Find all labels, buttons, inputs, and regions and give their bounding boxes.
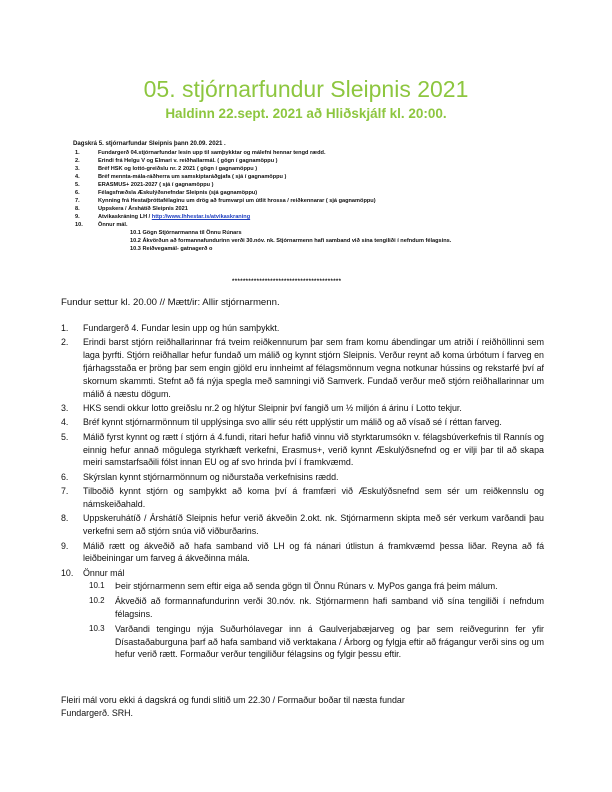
agenda-item	[73, 149, 419, 157]
agenda-list	[73, 149, 452, 253]
agenda-item	[73, 165, 419, 173]
minutes-subitem	[83, 623, 544, 661]
minutes-item-text: HKS sendi okkur lotto greiðslu nr.2 og hlýtur Sleipnir því fangið um ½ miljón á árinu í Lotto tekjur.	[83, 402, 462, 413]
minutes-subitem-text: Þeir stjórnarmenn sem eftir eiga að senda gögn til Önnu Rúnars v. MyPos ganga frá þeim málum.	[115, 581, 498, 592]
agenda-item-number: 8.	[75, 206, 80, 212]
agenda-subitem: 10.3 Reiðvegamál- gatnagerð o	[130, 246, 213, 252]
agenda-item-text: Atvikaskráning LH /	[98, 214, 152, 220]
agenda-heading: Dagskrá 5. stjórnarfundar Sleipnis þann 20.09. 2021 .	[73, 140, 226, 147]
minutes-subitem-number: 10.2	[89, 596, 105, 606]
agenda-item	[73, 205, 419, 213]
signature-line: Fundargerð. SRH.	[61, 707, 134, 718]
minutes-subitem-number: 10.3	[89, 623, 105, 633]
agenda-item	[73, 181, 419, 189]
minutes-item	[61, 322, 544, 335]
minutes-subitem	[83, 580, 544, 593]
minutes-item	[61, 431, 544, 469]
minutes-subitem-number: 10.1	[89, 581, 105, 591]
minutes-item	[61, 540, 544, 566]
minutes-item	[61, 416, 544, 429]
minutes-item-text: Skýrslan kynnt stjórnarmönnum og niðurstaða verkefnisins rædd.	[83, 471, 339, 482]
minutes-item	[61, 512, 544, 538]
minutes-item-text: Tilboðið kynnt stjórn og samþykkt að koma því á framfæri við Æskulýðsnefnd sem sér um reiðkennslu og námskeiðahald.	[83, 486, 544, 509]
agenda-item-number: 5.	[75, 182, 80, 188]
minutes-item-number: 8.	[61, 513, 69, 524]
minutes-item-number: 3.	[61, 402, 69, 413]
minutes-item	[61, 485, 544, 511]
agenda-item-text: Kynning frá Hestaíþróttafélaginu um drög að frumvarpi um útlit hrossa / reiðkennarar ( sjá gagnamöppu)	[98, 198, 376, 204]
agenda-item-number: 7.	[75, 198, 80, 204]
agenda-item	[73, 213, 419, 221]
agenda-item-number: 10.	[75, 222, 83, 228]
minutes-subitem	[83, 595, 544, 621]
minutes-item-text: Fundargerð 4. Fundar lesin upp og hún samþykkt.	[83, 323, 280, 333]
meeting-subtitle: Haldinn 22.sept. 2021 að Hliðskjálf kl. 20:00.	[165, 106, 447, 121]
agenda-item-number: 1.	[75, 150, 80, 156]
closing-block	[61, 694, 405, 720]
minutes-item-text: Málið fyrst kynnt og rætt í stjórn á 4.fundi, ritari hefur hafið vinnu við styrktarumsókn v. félagsbúverkefnis til Rannís og einnig hefur annað mögulega styrkhæft verkefni, Erasmus+, verið kynnt Æskulýðsnefnd og er vilji þar til að skapa meiri samstarfsaðili fólst innan EU og af svo hrinda því í framkvæmd.	[83, 431, 544, 468]
minutes-item	[61, 471, 544, 484]
agenda-item-number: 3.	[75, 166, 80, 172]
agenda-item-text: Fundargerð 04.stjórnarfundar lesin upp til samþykktar og málefni hennar tengd rædd.	[98, 150, 326, 156]
minutes-item-number: 4.	[61, 417, 69, 428]
minutes-item-number: 2.	[61, 337, 69, 348]
agenda-item-number: 4.	[75, 174, 80, 180]
agenda-subitem: 10.1 Gögn Stjórnarmanna til Önnu Rúnars	[130, 230, 242, 236]
agenda-item-text: Önnur mál.	[98, 222, 128, 228]
minutes-item-number: 1.	[61, 323, 69, 333]
minutes-item	[61, 567, 544, 662]
attendance-line: Fundur settur kl. 20.00 // Mætt/ir: Allir stjórnarmenn.	[61, 297, 280, 308]
minutes-item-text: Bréf kynnt stjórnarmönnum til upplýsinga svo allir séu rétt upplýstir um málið og að vísað sé í réttan farveg.	[83, 417, 502, 428]
agenda-item	[73, 157, 419, 165]
agenda-item-text: Bréf HSK og lottó-greiðslu nr. 2 2021 ( gögn í gagnamöppu )	[98, 166, 258, 172]
minutes-item	[61, 402, 544, 415]
minutes-item-number: 9.	[61, 540, 69, 551]
minutes-item-number: 6.	[61, 471, 69, 482]
agenda-item-text: Uppskera / Árshátíð Sleipnis 2021	[98, 206, 188, 212]
agenda-item	[73, 221, 419, 229]
minutes-item-number: 10.	[61, 567, 74, 578]
agenda-item-text: ERASMUS+ 2021-2027 ( sjá í gagnamöppu )	[98, 182, 214, 188]
minutes-item-text: Málið rætt og ákveðið að hafa samband við LH og fá nánari útlistun á framkvæmd þessa liðar. Reyna að fá leiðbeiningar um farveg á ákveðinna mála.	[83, 540, 544, 564]
agenda-item-text: Erindi frá Helgu V og Elmari v. reiðhallarmál. ( gögn í gagnamöppu )	[98, 158, 278, 164]
atvikaskraning-link[interactable]: http://www.lhhestar.is/atvikaskraning	[151, 214, 251, 220]
minutes-list	[61, 322, 544, 663]
minutes-item-text: Uppskeruhátíð / Árshátíð Sleipnis hefur verið ákveðin 2.okt. nk. Stjórnarmenn skipta með sér verkum varðandi þau verkefni sem að stjórn snúa við viðburðarins.	[83, 513, 544, 537]
minutes-item-text: Erindi barst stjórn reiðhallarinnar frá tveim reiðkennurum þar sem fram komu ábendingar um atriði í reiðhöllinni sem laga þyrfti. Stjórn reiðhallar hefur fundað um málið og kynnt stjórn Sleipnis. Verður reynt að koma úrbótum í farveg en fjárhagsstaða er þröng þar sem engin gjöld eru innheimt af félagsmönnum vegna notkunar hússins og rekstarfé því af skornum skammti. Stefnt að fá nýja spegla með samningi við Samverk. Fundað verður með stjórn reiðhallarinnar um málið á næstu dögum.	[83, 337, 544, 399]
agenda-item-number: 6.	[75, 190, 80, 196]
agenda-item-number: 2.	[75, 158, 80, 164]
minutes-item-number: 7.	[61, 486, 69, 497]
agenda-item-number: 9.	[75, 214, 80, 220]
agenda-subitems	[73, 229, 452, 253]
agenda-item	[73, 189, 419, 197]
agenda-item	[73, 197, 419, 205]
closing-line: Fleiri mál voru ekki á dagskrá og fundi slitið um 22.30 / Formaður boðar til næsta fundar	[61, 695, 405, 705]
minutes-subitems	[83, 580, 544, 661]
page-title: 05. stjórnarfundur Sleipnis 2021	[143, 76, 469, 102]
agenda-item	[73, 173, 419, 181]
agenda-subitem: 10.2 Ákvörðun að formannafundurinn verði 30.nóv. nk. Stjórnarmenn hafi samband við sína tengiliði í nefndum félagsins.	[130, 238, 452, 244]
agenda-item-text: Félagsfræðsla Æskulýðsnefndar Sleipnis (sjá gagnamöppu)	[98, 190, 258, 196]
minutes-item-number: 5.	[61, 431, 69, 442]
minutes-item-text: Önnur mál	[83, 567, 125, 578]
minutes-item	[61, 336, 544, 400]
agenda-item-text: Bréf mennta-mála-ráðherra um samskiptaráðgjafa ( sjá í gagnamöppu )	[98, 174, 287, 180]
minutes-subitem-text: Varðandi tengingu nýja Suðurhólavegar inn á Gaulverjabæjarveg og þar sem reiðvegurinn fer yfir Dísastaðaburguna þarf að hafa samband við verktakana / Árborg og fylgja eftir að frágangur verði sins og um hefur verið rætt. Formaður verður tengiliður félagsins og fylgir þessu eftir.	[115, 623, 544, 660]
minutes-subitem-text: Ákveðið að formannafundurinn verði 30.nóv. nk. Stjórnarmenn hafi samband við sína tengiliði í nefndum félagsins.	[115, 596, 544, 620]
separator-line: ****************************************	[232, 279, 342, 285]
